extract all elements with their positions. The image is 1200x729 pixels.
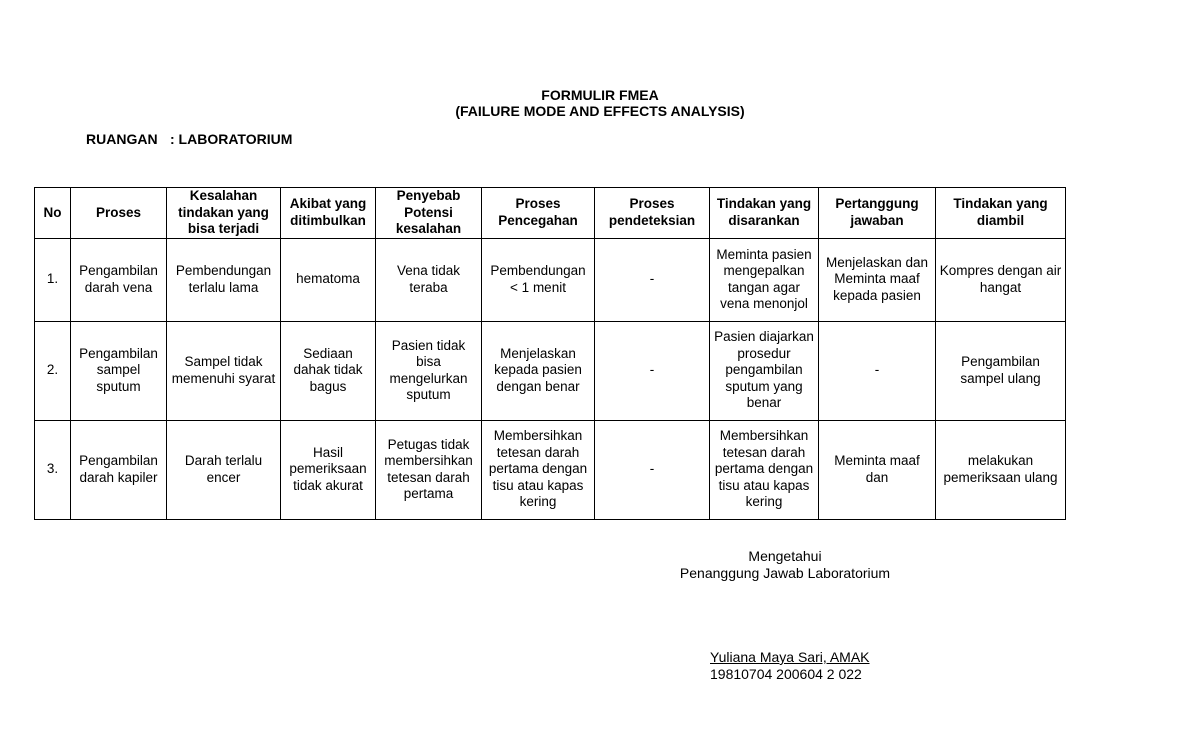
header-proses: Proses: [71, 188, 167, 239]
cell-penyebab: Pasien tidak bisa mengelurkan sputum: [376, 321, 482, 420]
cell-tindakan-disarankan: Pasien diajarkan prosedur pengambilan sputum yang benar: [710, 321, 819, 420]
header-kesalahan: Kesalahan tindakan yang bisa terjadi: [167, 188, 281, 239]
cell-akibat: hematoma: [281, 238, 376, 321]
signer-role: Penanggung Jawab Laboratorium: [679, 565, 891, 581]
room-label: RUANGAN: [86, 131, 158, 147]
header-tindakan-disarankan: Tindakan yang disarankan: [710, 188, 819, 239]
signer-name: Yuliana Maya Sari, AMAK: [710, 649, 870, 665]
cell-pencegahan: Pembendungan < 1 menit: [482, 238, 595, 321]
acknowledged-label: Mengetahui: [748, 548, 822, 564]
room-line: [86, 131, 292, 147]
room-value: : LABORATORIUM: [170, 131, 293, 147]
cell-pertanggungjawaban: Meminta maaf dan: [819, 420, 936, 519]
header-tindakan-diambil: Tindakan yang diambil: [936, 188, 1066, 239]
cell-kesalahan: Darah terlalu encer: [167, 420, 281, 519]
header-no: No: [35, 188, 71, 239]
cell-pendeteksian: -: [595, 238, 710, 321]
cell-no: 1.: [35, 238, 71, 321]
cell-tindakan-disarankan: Meminta pasien mengepalkan tangan agar vena menonjol: [710, 238, 819, 321]
table-row: [35, 321, 1066, 420]
cell-pendeteksian: -: [595, 420, 710, 519]
table-header-row: [35, 188, 1066, 239]
cell-proses: Pengambilan darah vena: [71, 238, 167, 321]
cell-kesalahan: Sampel tidak memenuhi syarat: [167, 321, 281, 420]
cell-tindakan-diambil: Kompres dengan air hangat: [936, 238, 1066, 321]
table-row: [35, 238, 1066, 321]
fmea-table: [34, 187, 1066, 520]
table-row: [35, 420, 1066, 519]
document-title: FORMULIR FMEA: [541, 87, 659, 103]
cell-proses: Pengambilan darah kapiler: [71, 420, 167, 519]
cell-akibat: Sediaan dahak tidak bagus: [281, 321, 376, 420]
header-pencegahan: Proses Pencegahan: [482, 188, 595, 239]
cell-akibat: Hasil pemeriksaan tidak akurat: [281, 420, 376, 519]
cell-tindakan-diambil: melakukan pemeriksaan ulang: [936, 420, 1066, 519]
cell-tindakan-disarankan: Membersihkan tetesan darah pertama dengan tisu atau kapas kering: [710, 420, 819, 519]
header-pertanggungjawaban: Pertanggung jawaban: [819, 188, 936, 239]
cell-pencegahan: Menjelaskan kepada pasien dengan benar: [482, 321, 595, 420]
cell-pertanggungjawaban: Menjelaskan dan Meminta maaf kepada pasien: [819, 238, 936, 321]
cell-no: 2.: [35, 321, 71, 420]
header-akibat: Akibat yang ditimbulkan: [281, 188, 376, 239]
header-penyebab: Penyebab Potensi kesalahan: [376, 188, 482, 239]
cell-penyebab: Vena tidak teraba: [376, 238, 482, 321]
cell-no: 3.: [35, 420, 71, 519]
cell-pertanggungjawaban: -: [819, 321, 936, 420]
cell-penyebab: Petugas tidak membersihkan tetesan darah pertama: [376, 420, 482, 519]
cell-tindakan-diambil: Pengambilan sampel ulang: [936, 321, 1066, 420]
cell-pencegahan: Membersihkan tetesan darah pertama dengan tisu atau kapas kering: [482, 420, 595, 519]
document-subtitle: (FAILURE MODE AND EFFECTS ANALYSIS): [455, 103, 745, 119]
cell-kesalahan: Pembendungan terlalu lama: [167, 238, 281, 321]
cell-pendeteksian: -: [595, 321, 710, 420]
cell-proses: Pengambilan sampel sputum: [71, 321, 167, 420]
header-pendeteksian: Proses pendeteksian: [595, 188, 710, 239]
signer-nip: 19810704 200604 2 022: [710, 666, 862, 682]
